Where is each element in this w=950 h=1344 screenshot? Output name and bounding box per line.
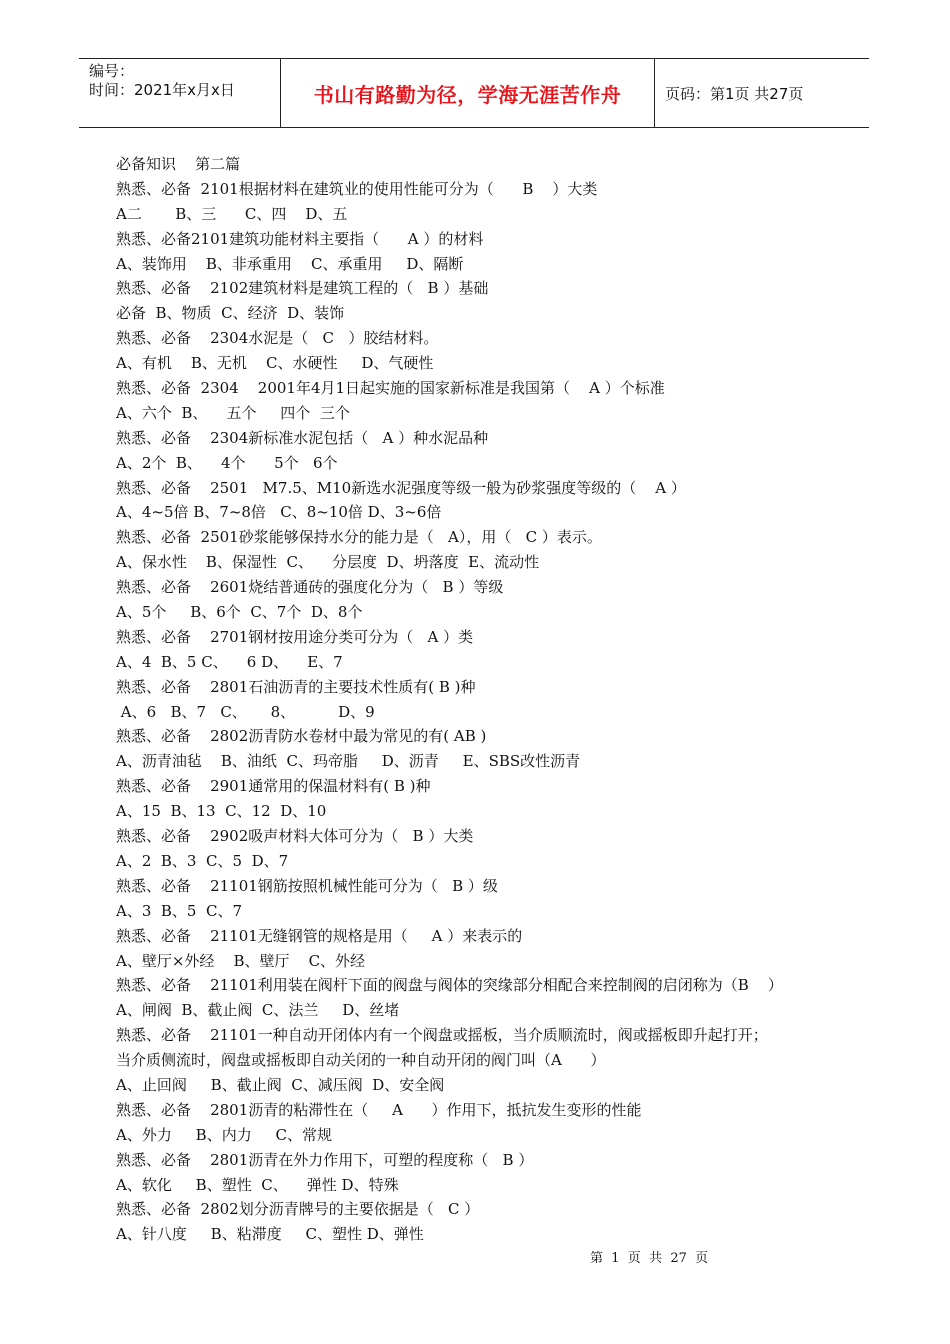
- motto-text: 书山有路勤为径，学海无涯苦作舟: [313, 82, 622, 107]
- text-line: 熟悉、必备2101建筑功能材料主要指（ A ）的材料: [116, 229, 484, 248]
- text-line: 熟悉、必备 2304新标准水泥包括（ A ）种水泥品种: [116, 428, 489, 447]
- text-line: 必备 B、物质 C、经济 D、装饰: [116, 304, 345, 323]
- text-line: 熟悉、必备 21101利用装在阀杆下面的阀盘与阀体的突缘部分相配合来控制阀的启闭称为（B ）: [116, 976, 783, 995]
- document-body: [116, 152, 846, 1247]
- text-line: 熟悉、必备 2902吸声材料大体可分为（ B ）大类: [116, 827, 474, 846]
- header-page-cell: [655, 59, 869, 127]
- text-line: A、装饰用 B、非承重用 C、承重用 D、隔断: [116, 254, 464, 273]
- text-line: A、外力 B、内力 C、常规: [116, 1125, 333, 1144]
- text-line: 熟悉、必备 2701钢材按用途分类可分为（ A ）类: [116, 627, 474, 646]
- time-label: 时间：2021年x月x日: [89, 81, 235, 99]
- text-line: A、针八度 B、粘滞度 C、塑性 D、弹性: [116, 1225, 424, 1244]
- text-line: A、止回阀 B、截止阀 C、减压阀 D、安全阀: [116, 1075, 445, 1094]
- serial-number-label: 编号：: [89, 62, 135, 80]
- text-line: 熟悉、必备 2802沥青防水卷材中最为常见的有( AB ): [116, 727, 487, 746]
- text-line: 熟悉、必备 2802划分沥青牌号的主要依据是（ C ）: [116, 1200, 480, 1219]
- text-line: 熟悉、必备 21101钢筋按照机械性能可分为（ B ）级: [116, 876, 498, 895]
- text-line: A、6 B、7 C、 8、 D、9: [116, 702, 375, 721]
- text-line: A、软化 B、塑性 C、 弹性 D、特殊: [116, 1175, 399, 1194]
- text-line: 当介质侧流时，阀盘或摇板即自动关闭的一种自动开闭的阀门叫（A ）: [116, 1051, 606, 1070]
- page-footer: 第 1 页 共 27 页: [590, 1251, 709, 1266]
- text-line: A、六个 B、 五个 四个 三个: [116, 403, 350, 422]
- text-line: A、5个 B、6个 C、7个 D、8个: [116, 603, 363, 622]
- text-line: A、4~5倍 B、7~8倍 C、8~10倍 D、3~6倍: [116, 503, 442, 522]
- text-line: 熟悉、必备 21101无缝钢管的规格是用（ A ）来表示的: [116, 926, 523, 945]
- text-line: 熟悉、必备 2304水泥是（ C ）胶结材料。: [116, 329, 439, 348]
- text-line: A、15 B、13 C、12 D、10: [116, 802, 327, 821]
- text-line: A、2个 B、 4个 5个 6个: [116, 453, 338, 472]
- text-line: 熟悉、必备 21101一种自动开闭体内有一个阀盘或摇板，当介质顺流时，阀或摇板即升起打开；: [116, 1026, 768, 1045]
- text-line: 熟悉、必备 2501砂浆能够保持水分的能力是（ A），用（ C ）表示。: [116, 528, 602, 547]
- page-info: 页码：第1页 共27页: [665, 84, 804, 103]
- text-line: 必备知识 第二篇: [116, 155, 241, 173]
- header-motto-cell: [281, 59, 655, 127]
- text-line: 熟悉、必备 2901通常用的保温材料有( B )种: [116, 777, 431, 796]
- text-line: A、沥青油毡 B、油纸 C、玛帝脂 D、沥青 E、SBS改性沥青: [116, 752, 581, 771]
- text-line: A、壁厅×外经 B、壁厅 C、外经: [116, 951, 366, 970]
- text-line: 熟悉、必备 2601烧结普通砖的强度化分为（ B ）等级: [116, 578, 504, 597]
- header-table: [79, 58, 869, 128]
- text-line: 熟悉、必备 2304 2001年4月1日起实施的国家新标准是我国第（ A ）个标准: [116, 379, 665, 398]
- text-line: A、3 B、5 C、7: [116, 901, 243, 920]
- text-line: A、有机 B、无机 C、水硬性 D、气硬性: [116, 354, 434, 373]
- text-line: A、闸阀 B、截止阀 C、法兰 D、丝堵: [116, 1001, 400, 1020]
- text-line: 熟悉、必备 2101根据材料在建筑业的使用性能可分为（ B ）大类: [116, 179, 598, 198]
- text-line: 熟悉、必备 2102建筑材料是建筑工程的（ B ）基础: [116, 279, 489, 298]
- text-line: A、保水性 B、保湿性 C、 分层度 D、坍落度 E、流动性: [116, 553, 540, 572]
- text-line: A二 B、三 C、四 D、五: [116, 204, 348, 223]
- text-line: A、4 B、5 C、 6 D、 E、7: [116, 652, 343, 671]
- header-meta-cell: [79, 59, 281, 127]
- text-line: 熟悉、必备 2501 M7.5、M10新选水泥强度等级一般为砂浆强度等级的（ A ）: [116, 478, 686, 497]
- text-line: 熟悉、必备 2801沥青在外力作用下，可塑的程度称（ B ）: [116, 1150, 534, 1169]
- text-line: A、2 B、3 C、5 D、7: [116, 851, 289, 870]
- text-line: 熟悉、必备 2801沥青的粘滞性在（ A ）作用下，抵抗发生变形的性能: [116, 1100, 642, 1119]
- text-line: 熟悉、必备 2801石油沥青的主要技术性质有( B )种: [116, 677, 476, 696]
